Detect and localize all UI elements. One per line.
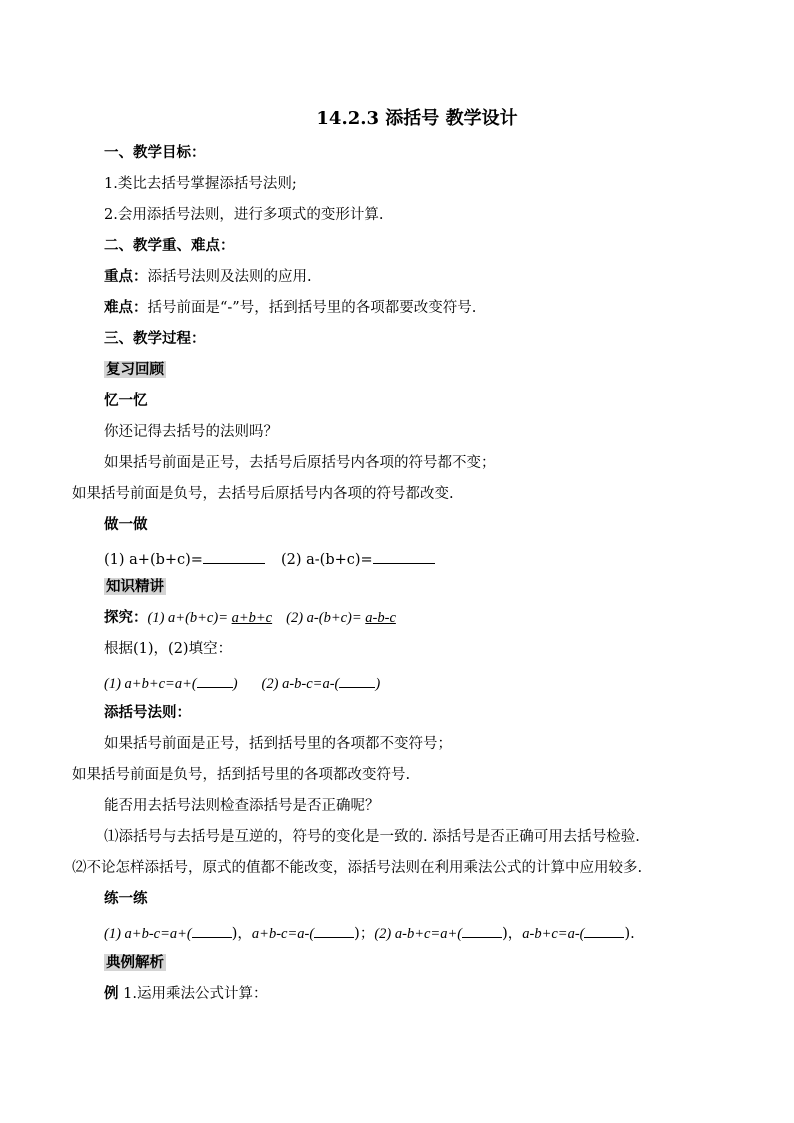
practice-item-1: (1) a+b-c=a+( (104, 926, 192, 942)
explore-answer-1: a+b+c (231, 610, 273, 626)
example-label: 例 (104, 985, 119, 1002)
check-point-2: ⑵不论怎样添括号，原式的值都不能改变，添括号法则在利用乘法公式的计算中应用较多. (72, 860, 643, 876)
answer-blank (192, 922, 232, 938)
example-text: 1.运用乘法公式计算： (118, 986, 268, 1002)
check-question: 能否用去括号法则检查添括号是否正确呢？ (104, 798, 380, 814)
review-badge: 复习回顾 (106, 361, 164, 378)
answer-blank (462, 922, 502, 938)
do-it-label: 做一做 (104, 516, 148, 533)
difficulty-line (104, 298, 476, 318)
explore-item-1: (1) a+(b+c)= (147, 610, 232, 626)
practice-item-2: a+b-c=a-( (251, 926, 315, 942)
answer-blank (339, 672, 375, 688)
explore-label: 探究： (104, 609, 148, 626)
add-rule-2: 如果括号前面是负号，括到括号里的各项都改变符号. (72, 767, 411, 783)
do-it-item-2: (2) a-(b+c)= (280, 552, 373, 568)
explore-answer-2: a-b-c (365, 610, 396, 626)
section-heading-objectives: 一、教学目标： (104, 144, 206, 161)
section-heading-process: 三、教学过程： (104, 330, 206, 347)
example-badge-line (104, 953, 166, 973)
fill-prompt: 根据(1)，(2)填空： (104, 641, 233, 657)
key-point-label: 重点： (104, 268, 148, 285)
answer-blank (314, 922, 354, 938)
example-1 (104, 984, 267, 1004)
recall-question: 你还记得去括号的法则吗？ (104, 424, 278, 440)
fill-exercise: (1) a+b+c=a+( ) (2) a-b-c=a-( ) (104, 672, 380, 694)
knowledge-badge-line (104, 577, 166, 597)
explore-item-2: (2) a-(b+c)= (286, 610, 366, 626)
review-rule-2: 如果括号前面是负号，去括号后原括号内各项的符号都改变. (72, 486, 454, 502)
do-it-exercise (104, 548, 435, 570)
explore-line (104, 608, 396, 628)
key-point-text: 添括号法则及法则的应用. (147, 269, 312, 285)
review-rule-1: 如果括号前面是正号，去括号后原括号内各项的符号都不变； (104, 455, 496, 471)
recall-subheading: 忆一忆 (104, 392, 148, 409)
do-it-item-1: (1) a+(b+c)= (104, 552, 203, 568)
difficulty-label: 难点： (104, 299, 148, 316)
knowledge-badge: 知识精讲 (106, 578, 164, 595)
add-rule-1: 如果括号前面是正号，括到括号里的各项都不变符号； (104, 736, 452, 752)
practice-label: 练一练 (104, 890, 148, 907)
section-heading-key-points: 二、教学重、难点： (104, 237, 235, 254)
difficulty-text: 括号前面是“-”号，括到括号里的各项都要改变符号. (147, 300, 477, 316)
objective-item: 1.类比去括号掌握添括号法则; (104, 176, 297, 192)
answer-blank (373, 548, 435, 564)
fill-item-1: (1) a+b+c=a+( (104, 676, 197, 692)
key-point-line (104, 267, 312, 287)
practice-item-4: a-b+c=a-( (522, 926, 585, 942)
check-point-1: ⑴添括号与去括号是互逆的，符号的变化是一致的. 添括号是否正确可用去括号检验. (104, 829, 640, 845)
review-badge-line (104, 360, 166, 380)
answer-blank (584, 922, 624, 938)
practice-exercise: (1) a+b-c=a+( )，a+b-c=a-( )；(2) a-b+c=a+( )，a-b+c=a-( ). (104, 922, 635, 944)
fill-item-2: (2) a-b-c=a-( (261, 676, 340, 692)
page-title: 14.2.3 添括号 教学设计 (316, 108, 518, 129)
answer-blank (203, 548, 265, 564)
rule-heading: 添括号法则： (104, 704, 191, 721)
practice-item-3: (2) a-b+c=a+( (374, 926, 463, 942)
example-badge: 典例解析 (106, 954, 164, 971)
answer-blank (197, 672, 233, 688)
objective-item: 2.会用添括号法则，进行多项式的变形计算. (104, 207, 384, 223)
